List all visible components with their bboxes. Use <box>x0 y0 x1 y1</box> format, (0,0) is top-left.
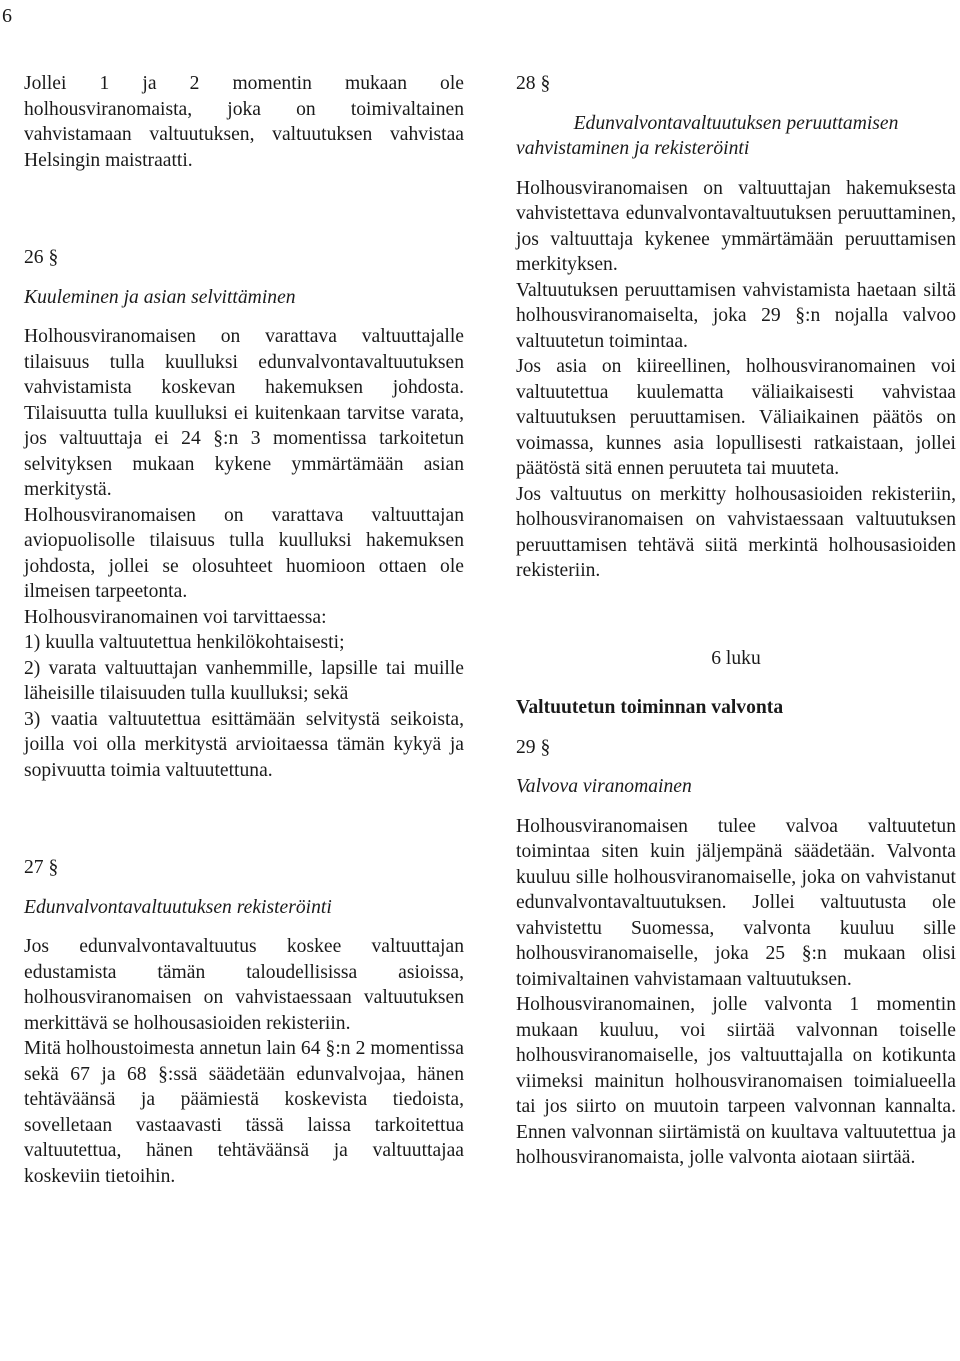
section-26-item-3: 3) vaatia valtuutettua esittämään selvitystä seikoista, joilla voi olla merkitystä arvioitaessa tämän kykyä ja sopivuutta toimia valtuutettuna. <box>24 708 464 781</box>
section-28-paragraph-3: Jos asia on kiireellinen, holhousviranomainen voi valtuutettua kuulematta väliaikaisesti vahvistaa valtuutuksen peruuttamisen. Väliaikainen päätös on voimassa, kunnes asia lopullisesti ratkaistaan, jollei päätöstä sitä ennen peruuteta tai muuteta. <box>516 356 956 479</box>
section-26-item-1: 1) kuulla valtuutettua henkilökohtaisesti; <box>24 632 345 653</box>
section-26-paragraph-1: Holhousviranomaisen on varattava valtuuttajalle tilaisuus tulla kuulluksi edunvalvontavaltuutuksen vahvistamista koskevan hakemuksen johdosta. Tilaisuutta tulla kuulluksi ei kuitenkaan tarvitse varata, jos valtuuttaja ei 24 §:n 3 momentissa tarkoitetun selvityksen mukaan kykene ymmärtämään asian merkitystä. <box>24 326 464 500</box>
section-26-title: Kuuleminen ja asian selvittäminen <box>24 286 296 308</box>
section-29-title: Valvova viranomainen <box>516 776 692 797</box>
left-column <box>24 71 464 1189</box>
right-column <box>516 71 956 1171</box>
section-28-title: Edunvalvontavaltuutuksen peruuttamisen vahvistaminen ja rekisteröinti <box>516 112 899 159</box>
section-26-paragraph-3: Holhousviranomainen voi tarvittaessa: <box>24 606 327 628</box>
chapter-number: 6 luku <box>711 647 761 669</box>
intro-paragraph: Jollei 1 ja 2 momentin mukaan ole holhousviranomaista, joka on toimivaltainen vahvistamaan valtuutuksen, valtuutuksen vahvistaa Helsingin maistraatti. <box>24 73 464 171</box>
section-26-item-2: 2) varata valtuuttajan vanhemmille, lapsille tai muille läheisille tilaisuuden tulla kuulluksi; sekä <box>24 657 464 704</box>
section-26-number: 26 § <box>24 247 59 268</box>
section-27-paragraph-2: Mitä holhoustoimesta annetun lain 64 §:n 2 momentissa sekä 67 ja 68 §:ssä säädetään edunvalvojaa, hänen tehtäväänsä ja päämiestä koskevista tiedoista, sovelletaan vastaavasti tässä laissa tarkoitettua valtuutettua, hänen tehtäväänsä ja valtuuttajaa koskeviin tietoihin. <box>24 1038 464 1187</box>
section-27-paragraph-1: Jos edunvalvontavaltuutus koskee valtuuttajan edustamista tämän taloudellisissa asioissa, holhousviranomaisen on vahvistaessaan valtuutuksen merkittävä se holhousasioiden rekisteriin. <box>24 936 464 1034</box>
section-29-paragraph-1: Holhousviranomaisen tulee valvoa valtuutetun toimintaa siten kuin jäljempänä säädetään. Valvonta kuuluu sille holhousviranomaiselle, joka on vahvistanut edunvalvontavaltuutuksen. Jollei valtuutusta ole vahvistettu Suomessa, valvonta kuuluu sille holhousviranomaiselle, joka 25 §:n mukaan olisi toimivaltainen vahvistamaan valtuutuksen. <box>516 815 956 990</box>
section-28-paragraph-4: Jos valtuutus on merkitty holhousasioiden rekisteriin, holhousviranomaisen on vahvistaessaan valtuutuksen peruuttamisen tehtävä siitä merkintä holhousasioiden rekisteriin. <box>516 483 956 581</box>
section-27-title: Edunvalvontavaltuutuksen rekisteröinti <box>24 896 332 918</box>
section-28-paragraph-2: Valtuutuksen peruuttamisen vahvistamista haetaan siltä holhousviranomaiselta, joka 29 §:n nojalla valvoo valtuutetun toimintaa. <box>516 279 956 352</box>
page-number: 6 <box>2 5 12 27</box>
chapter-title: Valtuutetun toiminnan valvonta <box>516 697 784 718</box>
section-29-paragraph-2: Holhousviranomainen, jolle valvonta 1 momentin mukaan kuuluu, voi siirtää valvonnan toiselle holhousviranomaiselle, jos valtuuttajalla on kotikunta viimeksi mainitun holhousviranomaisen toimialueella tai jos siirto on muutoin tarpeen valvonnan kannalta. Ennen valvonnan siirtämistä on kuultava valtuutettua ja holhousviranomaista, jolle valvonta aiotaan siirtää. <box>516 994 956 1168</box>
section-27-number: 27 § <box>24 857 59 878</box>
section-26-paragraph-2: Holhousviranomaisen on varattava valtuuttajan aviopuolisolle tilaisuus tulla kuulluksi hakemuksen johdosta, jollei se olosuhteet huomioon ottaen ole ilmeisen tarpeetonta. <box>24 504 464 602</box>
section-28-paragraph-1: Holhousviranomaisen on valtuuttajan hakemuksesta vahvistettava edunvalvontavaltuutuksen peruuttaminen, jos valtuuttaja kykenee ymmärtämään peruuttamisen merkityksen. <box>516 177 956 275</box>
section-28-number: 28 § <box>516 73 551 94</box>
section-29-number: 29 § <box>516 736 551 758</box>
